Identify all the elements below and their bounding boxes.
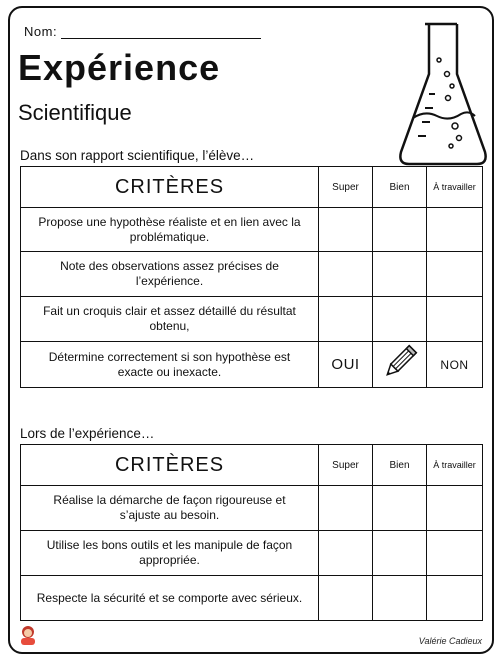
bien-header: Bien [373, 167, 427, 208]
criterion-text: Propose une hypothèse réaliste et en lien avec la problématique. [21, 208, 319, 252]
criterion-text: Respecte la sécurité et se comporte avec sérieux. [21, 576, 319, 621]
bien-checkbox[interactable] [373, 297, 427, 342]
bien-checkbox[interactable] [373, 531, 427, 576]
section2-intro: Lors de l’expérience… [20, 426, 155, 441]
a-travailler-checkbox[interactable] [427, 486, 483, 531]
a-travailler-checkbox[interactable] [427, 208, 483, 252]
table-row [21, 576, 483, 621]
table-row [21, 486, 483, 531]
table-row [21, 342, 483, 388]
bien-header: Bien [373, 445, 427, 486]
oui-option[interactable]: OUI [319, 342, 373, 388]
table-row [21, 252, 483, 297]
table-header-row [21, 445, 483, 486]
bien-checkbox[interactable] [373, 208, 427, 252]
super-header: Super [319, 445, 373, 486]
a-travailler-checkbox[interactable] [427, 576, 483, 621]
page-subtitle: Scientifique [18, 100, 132, 125]
super-checkbox[interactable] [319, 208, 373, 252]
super-checkbox[interactable] [319, 531, 373, 576]
flask-icon [395, 14, 491, 174]
criterion-text: Fait un croquis clair et assez détaillé du résultat obtenu, [21, 297, 319, 342]
table-row [21, 208, 483, 252]
criterion-text: Réalise la démarche de façon rigoureuse et s’ajuste au besoin. [21, 486, 319, 531]
teacher-avatar-icon [18, 624, 38, 646]
super-checkbox[interactable] [319, 486, 373, 531]
super-header: Super [319, 167, 373, 208]
section1-intro: Dans son rapport scientifique, l’élève… [20, 148, 255, 163]
criterion-text: Détermine correctement si son hypothèse est exacte ou inexacte. [21, 342, 319, 388]
a-travailler-header: À travailler [427, 445, 483, 486]
bien-checkbox[interactable] [373, 486, 427, 531]
name-row [24, 24, 261, 39]
bien-checkbox[interactable] [373, 252, 427, 297]
a-travailler-checkbox[interactable] [427, 297, 483, 342]
a-travailler-checkbox[interactable] [427, 531, 483, 576]
author-signature: Valérie Cadieux [418, 636, 482, 646]
super-checkbox[interactable] [319, 297, 373, 342]
table-row [21, 531, 483, 576]
bien-checkbox[interactable] [373, 576, 427, 621]
worksheet-page [8, 6, 494, 654]
criteria-header: CRITÈRES [21, 445, 319, 486]
section2-table [20, 444, 483, 621]
non-option[interactable]: NON [427, 342, 483, 388]
criteria-header: CRITÈRES [21, 167, 319, 208]
table-row [21, 297, 483, 342]
name-field[interactable] [61, 26, 261, 39]
page-title: Expérience [18, 47, 221, 88]
pencil-cell [373, 342, 427, 388]
super-checkbox[interactable] [319, 252, 373, 297]
table-header-row [21, 167, 483, 208]
section1-table [20, 166, 483, 388]
pencil-icon [380, 342, 420, 382]
a-travailler-header: À travailler [427, 167, 483, 208]
criterion-text: Utilise les bons outils et les manipule de façon appropriée. [21, 531, 319, 576]
criterion-text: Note des observations assez précises de l’expérience. [21, 252, 319, 297]
name-label: Nom: [24, 24, 58, 39]
a-travailler-checkbox[interactable] [427, 252, 483, 297]
super-checkbox[interactable] [319, 576, 373, 621]
